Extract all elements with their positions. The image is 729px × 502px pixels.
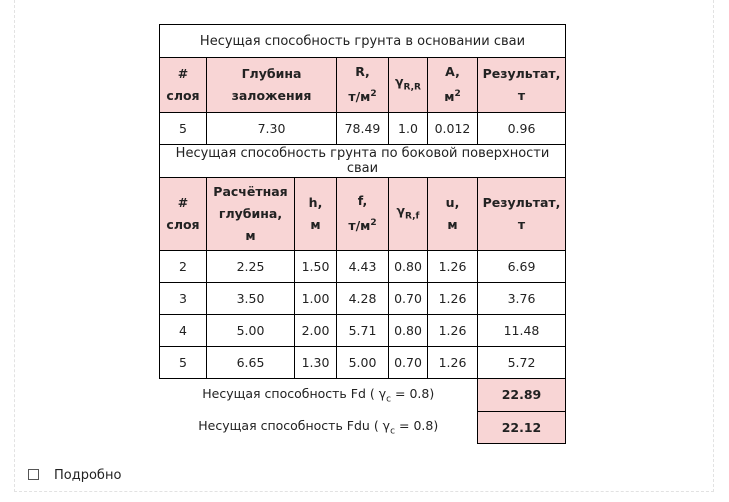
- header-result: Результат, т: [478, 178, 566, 251]
- cell-result: 3.76: [478, 283, 566, 315]
- cell-f: 4.43: [337, 251, 389, 283]
- cell-gamma: 0.80: [389, 315, 428, 347]
- base-header-row: [160, 58, 566, 113]
- header-layer: # слоя: [160, 178, 207, 251]
- cell-depth: 7.30: [207, 113, 337, 145]
- table-row: [160, 283, 566, 315]
- cell-depth: 6.65: [207, 347, 295, 379]
- header-h: h, м: [295, 178, 337, 251]
- total-label-fd: Несущая способность Fd ( $\gamma_c = 0.8$): [202, 385, 435, 405]
- header-result: Результат, т: [478, 58, 566, 113]
- cell-layer: 2: [160, 251, 207, 283]
- cell-u: 1.26: [428, 315, 478, 347]
- cell-result: 0.96: [478, 113, 566, 145]
- header-gamma-Rf: $\gamma_{R,f}$: [389, 178, 428, 251]
- table-row: [160, 251, 566, 283]
- cell-u: 1.26: [428, 347, 478, 379]
- details-checkbox[interactable]: [28, 469, 39, 480]
- total-label-fdu: Несущая способность Fdu ( $\gamma_c = 0.8$): [198, 417, 439, 437]
- header-calc-depth: Расчётная глубина, м: [207, 178, 295, 251]
- cell-f: 5.00: [337, 347, 389, 379]
- cell-R: 78.49: [337, 113, 389, 145]
- cell-h: 2.00: [295, 315, 337, 347]
- cell-gamma: 0.70: [389, 283, 428, 315]
- header-u: u, м: [428, 178, 478, 251]
- table-row: [160, 347, 566, 379]
- cell-h: 1.00: [295, 283, 337, 315]
- cell-gamma: 0.80: [389, 251, 428, 283]
- header-layer: # слоя: [160, 58, 207, 113]
- header-R: R, $т/м^2$: [337, 58, 389, 113]
- table-row: [160, 113, 566, 145]
- total-value-fd: 22.89: [478, 379, 566, 412]
- cell-h: 1.30: [295, 347, 337, 379]
- cell-u: 1.26: [428, 283, 478, 315]
- total-row-fdu: [160, 411, 566, 443]
- cell-gamma: 0.70: [389, 347, 428, 379]
- cell-A: 0.012: [428, 113, 478, 145]
- cell-result: 11.48: [478, 315, 566, 347]
- cell-gamma: 1.0: [389, 113, 428, 145]
- cell-layer: 5: [160, 347, 207, 379]
- base-title: Несущая способность грунта в основании сваи: [160, 25, 566, 58]
- cell-f: 5.71: [337, 315, 389, 347]
- cell-depth: 2.25: [207, 251, 295, 283]
- cell-depth: 3.50: [207, 283, 295, 315]
- header-depth: Глубина заложения: [207, 58, 337, 113]
- cell-layer: 3: [160, 283, 207, 315]
- table-row: [160, 315, 566, 347]
- header-gamma-RR: $\gamma_{R,R}$: [389, 58, 428, 113]
- cell-f: 4.28: [337, 283, 389, 315]
- cell-layer: 5: [160, 113, 207, 145]
- side-header-row: [160, 178, 566, 251]
- cell-result: 5.72: [478, 347, 566, 379]
- bearing-capacity-table: [159, 24, 566, 444]
- cell-layer: 4: [160, 315, 207, 347]
- side-title: Несущая способность грунта по боковой поверхности сваи: [160, 145, 566, 178]
- header-f: f, $т/м^2$: [337, 178, 389, 251]
- cell-result: 6.69: [478, 251, 566, 283]
- details-checkbox-label[interactable]: Подробно: [54, 468, 122, 483]
- cell-h: 1.50: [295, 251, 337, 283]
- cell-u: 1.26: [428, 251, 478, 283]
- total-row-fd: [160, 379, 566, 412]
- cell-depth: 5.00: [207, 315, 295, 347]
- total-value-fdu: 22.12: [478, 411, 566, 443]
- header-A: A, $м^2$: [428, 58, 478, 113]
